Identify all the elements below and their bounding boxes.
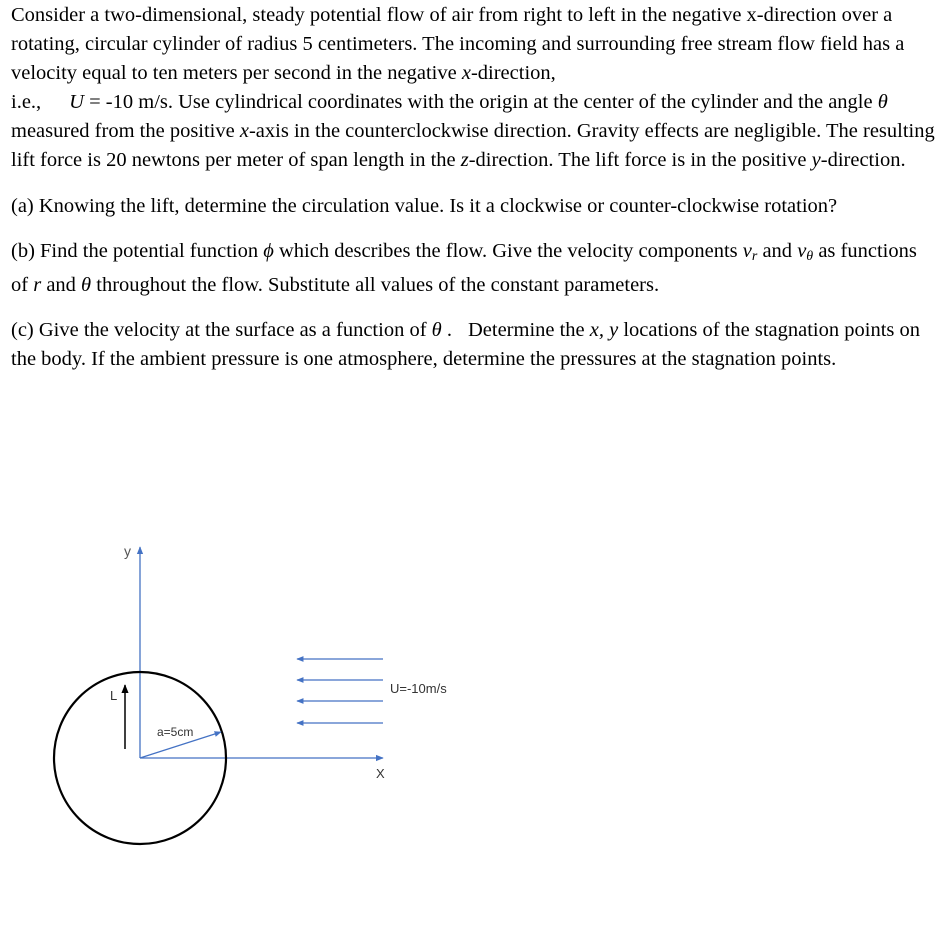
y-axis-label: y — [124, 543, 131, 559]
part-a: (a) Knowing the lift, determine the circulation value. Is it a clockwise or counter-clockwise rotation? — [11, 195, 838, 217]
problem-intro: Consider a two-dimensional, steady potential flow of air from right to left in the negative x-direction over a rotating, circular cylinder of radius 5 centimeters. The incoming and surrounding free stream flow field has a velocity equal to ten meters per second in the negative x-direction, i.e., U = -10 m/s. Use cylindrical coordinates with the origin at the center of the cylinder and the angle θ measured from the positive x-axis in the counterclockwise direction. Gravity effects are negligible. The resulting lift force is 20 newtons per meter of span length in the z-direction. The lift force is in the positive y-direction. — [11, 4, 935, 171]
problem-statement — [11, 1, 936, 390]
part-b: (b) Find the potential function ϕ which describes the flow. Give the velocity components $v_r$ and $v_\theta$ as functions of r and θ throughout the flow. Substitute all values of the constant parameters. — [11, 240, 917, 296]
radius-label: a=5cm — [157, 725, 194, 739]
velocity-label: U=-10m/s — [390, 681, 447, 696]
flow-diagram — [0, 520, 945, 920]
lift-label: L — [110, 688, 118, 703]
part-c: (c) Give the velocity at the surface as a function of θ . Determine the x, y locations of the stagnation points on the body. If the ambient pressure is one atmosphere, determine the pressures at the stagnation points. — [11, 319, 920, 370]
x-axis-label: X — [376, 766, 385, 781]
